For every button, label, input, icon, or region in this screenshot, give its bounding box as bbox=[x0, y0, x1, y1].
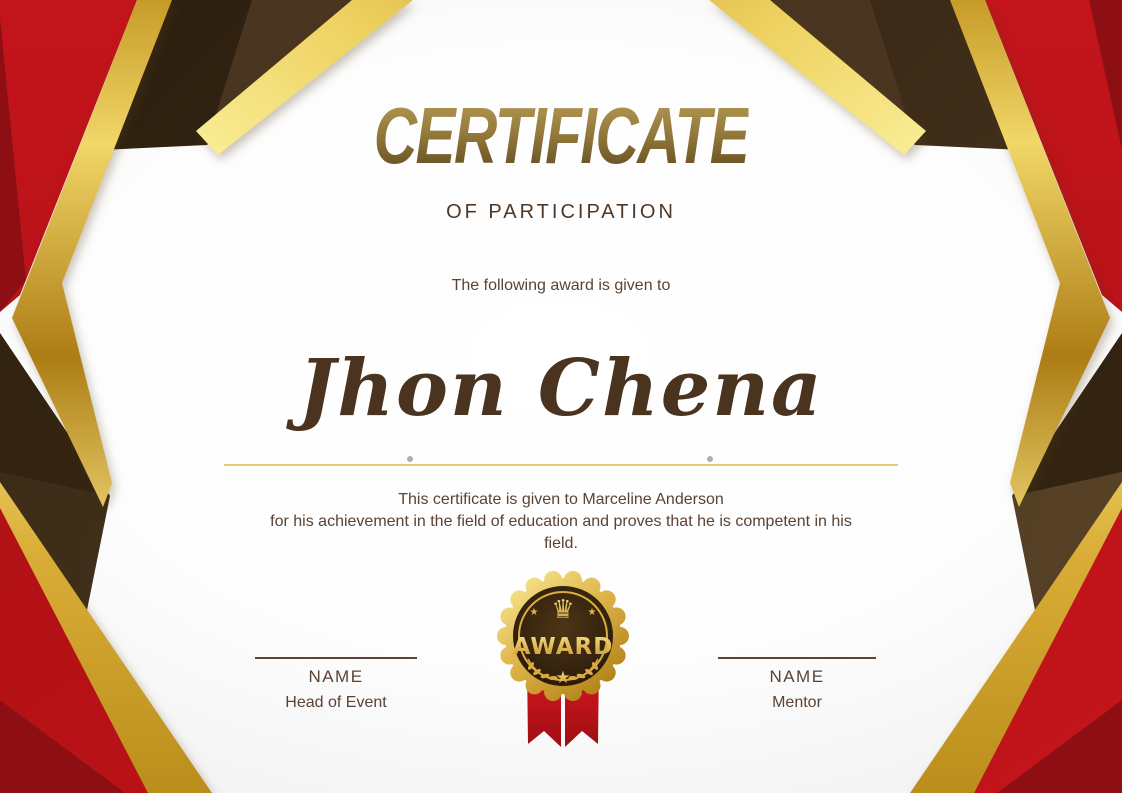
drag-handle-left[interactable] bbox=[407, 456, 413, 462]
laurel-star-icon: ★ bbox=[555, 668, 571, 688]
description-text bbox=[0, 489, 1122, 555]
star-right-icon: ★ bbox=[587, 607, 597, 618]
description-line-1: This certificate is given to Marceline Anderson bbox=[398, 491, 724, 508]
signature-name-label: NAME bbox=[308, 667, 364, 686]
description-line-2: for his achievement in the field of education and proves that he is competent in his bbox=[270, 513, 852, 530]
signature-block-head-of-event bbox=[236, 667, 436, 712]
signature-line-head-of-event bbox=[255, 657, 417, 659]
signature-block-mentor bbox=[697, 667, 897, 712]
award-badge bbox=[483, 551, 643, 751]
certificate-subtitle: OF PARTICIPATION bbox=[446, 201, 676, 223]
recipient-name: Jhon Chena bbox=[298, 343, 824, 434]
intro-text: The following award is given to bbox=[451, 277, 671, 294]
certificate-title: CERTIFICATE bbox=[373, 91, 749, 180]
crown-icon: ♛ bbox=[551, 595, 575, 625]
signature-role: Head of Event bbox=[285, 694, 387, 711]
signature-name-label: NAME bbox=[769, 667, 825, 686]
name-underline bbox=[224, 464, 898, 466]
drag-handle-right[interactable] bbox=[707, 456, 713, 462]
award-label: AWARD bbox=[512, 634, 614, 660]
signature-role: Mentor bbox=[772, 694, 822, 711]
star-left-icon: ★ bbox=[529, 607, 539, 618]
signature-line-mentor bbox=[718, 657, 876, 659]
description-line-3: field. bbox=[544, 535, 578, 552]
